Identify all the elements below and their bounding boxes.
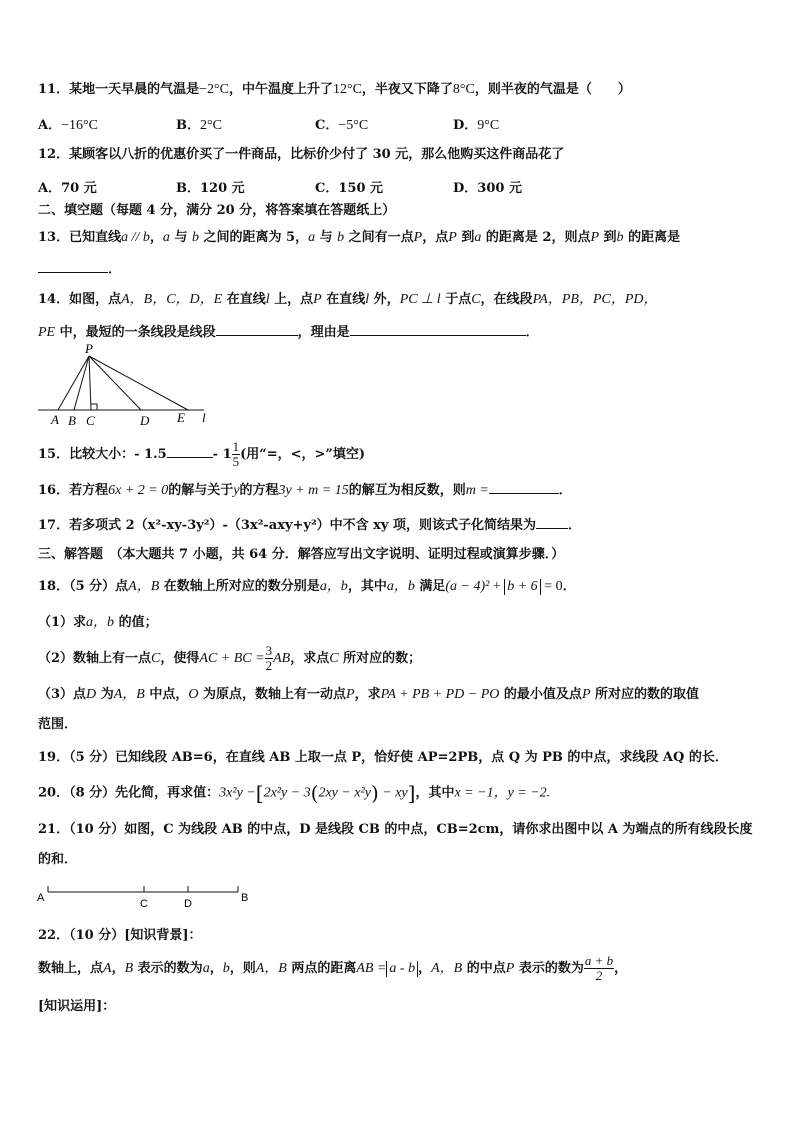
q18-absolute-value: b + 6 [504,579,540,595]
q12-option-c: C．150 元 [315,181,384,196]
q11-option-c: C．−5°C [315,118,369,133]
q22-line-3: [知识运用]： [38,999,116,1014]
q18-fraction: $\frac{3}{2}$ [265,643,273,673]
q15-answer-blank[interactable] [167,444,213,458]
q18-part-1: （1）求a，b 的值； [38,615,158,630]
segment-pa [58,356,89,410]
label-p: P [85,342,93,356]
segment-pe [89,356,188,410]
q21-number: 21． [38,822,70,837]
q11-number: 11． [38,82,70,97]
label-c: C [86,413,95,428]
label-a: A [37,892,45,904]
q16-answer-blank[interactable] [489,480,559,494]
q18-part-2: （2）数轴上有一点C，使得AC + BC = $\frac{3}{2}$ AB，求点C 所对应的数； [38,643,422,673]
q18-line: 18．（5 分）点A，B 在数轴上所对应的数分别是a，b，其中a，b 满足(a − 4)² + b + 6 = 0． [38,578,576,594]
q14-line-1: 14．如图，点A，B，C，D，E 在直线l 上，点P 在直线l 外，PC ⊥ l 于点C，在线段PA，PB，PC，PD， [38,292,658,307]
q11-line: 11．某地一天早晨的气温是−2°C，中午温度上升了12°C，半夜又下降了8°C，则半夜的气温是（ ） [38,82,631,97]
q21-line-1: 21．（10 分）如图，C 为线段 AB 的中点，D 是线段 CB 的中点，CB=2cm，请你求出图中以 A 为端点的所有线段长度 [38,822,753,837]
q12-option-d: D．300 元 [453,181,522,196]
q20-number: 20． [38,785,70,801]
label-c: C [140,898,148,910]
q19-line: 19．（5 分）已知线段 AB=6，在直线 AB 上取一点 P，恰好使 AP=2PB，点 Q 为 PB 的中点，求线段 AQ 的长． [38,750,728,765]
q14-number: 14． [38,292,70,307]
q14-figure [36,342,216,430]
label-b: B [68,413,76,428]
q16-line: 16．若方程6x + 2 = 0的解与关于y的方程3y + m = 15的解互为相反数，则m = ． [38,480,572,500]
q22-absolute-value: a - b [386,961,418,977]
q13-answer-blank[interactable] [38,259,108,273]
q12-line: 12．某顾客以八折的优惠价买了一件商品，比标价少付了 30 元，那么他购买这件商品花了 [38,147,565,162]
q13-line: 13．已知直线a // b，a 与 b 之间的距离为 5，a 与 b 之间有一点P，点P 到a 的距离是 2，则点P 到b 的距离是 [38,230,681,245]
q22-number: 22． [38,928,70,943]
label-l: l [202,410,206,425]
q22-line-2: 数轴上，点A，B 表示的数为a，b，则A，B 两点的距离AB = a - b ，A，B 的中点P 表示的数为 $\frac{a + b}{2}$ ， [38,953,628,983]
label-b: B [241,892,249,904]
section-2-heading: 二、填空题（每题 4 分，满分 20 分，将答案填在答题纸上） [38,203,396,218]
q12-number: 12． [38,147,70,162]
q22-line-1: 22．（10 分）[知识背景]： [38,928,202,943]
q13-answer-line: ． [38,259,121,279]
q17-line: 17．若多项式 2（x²-xy-3y²）-（3x²-axy+y²）中不含 xy 项，则该式子化简结果为 ． [38,515,581,535]
right-angle-mark [91,404,97,410]
label-a: A [51,412,59,427]
q14-answer-blank-2[interactable] [350,322,526,336]
label-d: D [140,413,150,428]
q22-fraction: $\frac{a + b}{2}$ [584,953,614,983]
q17-number: 17． [38,518,70,533]
q12-option-a: A．70 元 [38,181,97,196]
q18-part-3-cont: 范围． [38,717,78,732]
segment-pc [89,356,91,410]
q18-part-3: （3）点D 为A，B 中点，O 为原点，数轴上有一动点P，求PA + PB + PD − PO 的最小值及点P 所对应的数的取值 [38,687,700,702]
q21-line-2: 的和． [38,852,78,867]
q11-option-a: A．−16°C [38,118,98,133]
segment-pd [89,356,141,410]
q15-fraction: $\frac{1}{5}$ [232,439,240,469]
q16-number: 16． [38,483,70,498]
q15-line: 15．比较大小：- 1.5 - 1 $\frac{1}{5}$ (用“=，<，>”填空) [38,439,366,469]
q11-option-d: D．9°C [453,118,500,133]
q21-figure [36,880,256,910]
q19-number: 19． [38,750,70,765]
label-e: E [177,410,185,425]
q20-line: 20．（8 分）先化简，再求值：3x²y −[2x²y − 3(2xy − x²y) − xy]，其中x = −1，y = −2. [38,781,551,805]
q11-option-b: B．2°C [176,118,222,133]
q17-answer-blank[interactable] [536,515,568,529]
q14-line-2: PE 中，最短的一条线段是线段 ，理由是 ． [38,322,539,342]
q14-answer-blank-1[interactable] [216,322,298,336]
label-d: D [184,898,192,910]
q15-number: 15． [38,447,70,462]
q13-number: 13． [38,230,70,245]
segment-pb [74,356,89,410]
section-3-heading: 三、解答题 （本大题共 7 小题，共 64 分．解答应写出文字说明、证明过程或演算步骤．） [38,547,565,562]
q18-number: 18． [38,579,70,594]
q12-option-b: B．120 元 [176,181,245,196]
